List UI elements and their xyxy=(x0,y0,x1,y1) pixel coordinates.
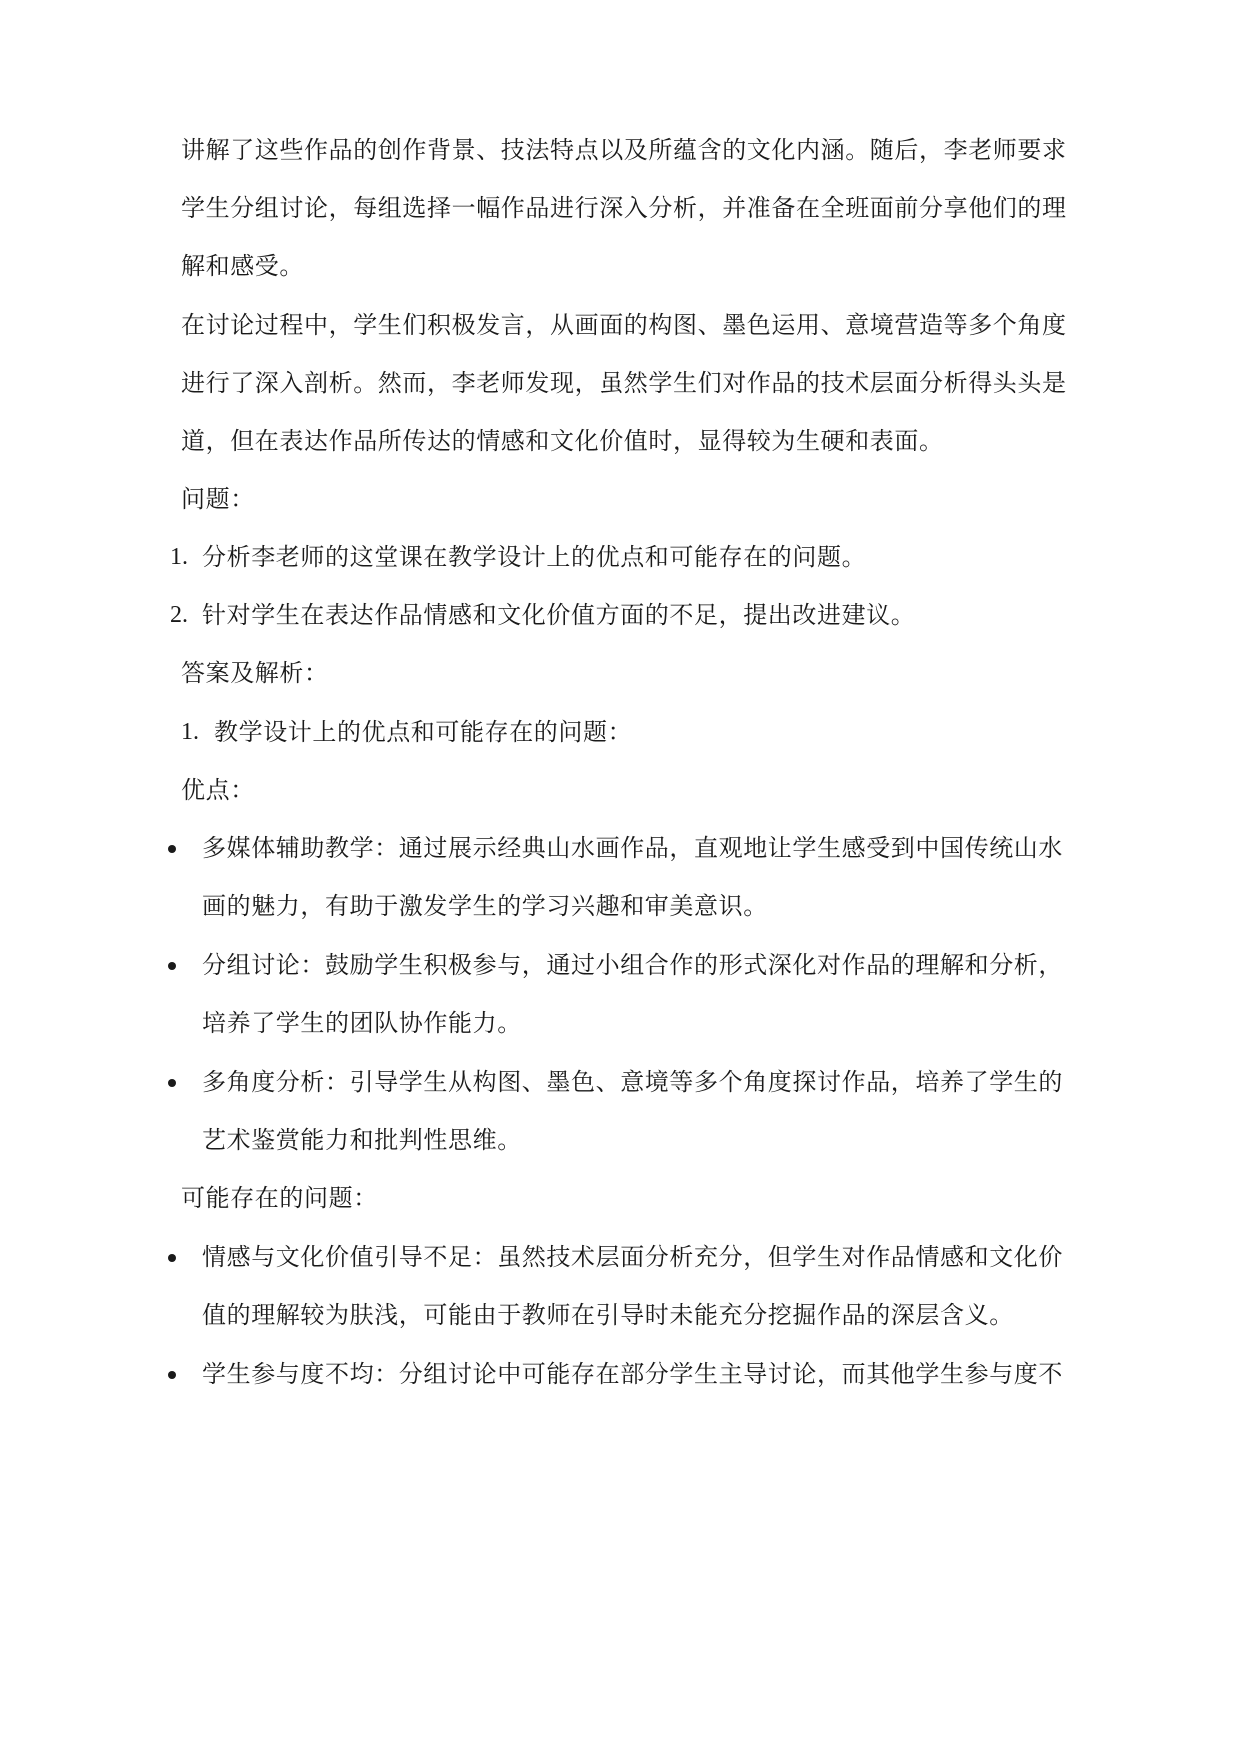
bullet-line: 学生参与度不均：分组讨论中可能存在部分学生主导讨论，而其他学生参与度不 xyxy=(202,1360,1063,1388)
advantages-heading: 优点： xyxy=(181,776,255,804)
paragraph-line: 讲解了这些作品的创作背景、技法特点以及所蕴含的文化内涵。随后，李老师要求 xyxy=(181,136,1067,164)
list-number: 1. xyxy=(181,719,199,745)
bullet-dot xyxy=(168,1254,176,1262)
question-item: 分析李老师的这堂课在教学设计上的优点和可能存在的问题。 xyxy=(202,543,867,571)
bullet-dot xyxy=(168,845,176,853)
list-number: 1. xyxy=(170,544,188,570)
bullet-line: 值的理解较为肤浅，可能由于教师在引导时未能充分挖掘作品的深层含义。 xyxy=(202,1301,1014,1329)
answers-heading: 答案及解析： xyxy=(181,659,329,687)
answer-item-heading: 教学设计上的优点和可能存在的问题： xyxy=(214,718,633,746)
bullet-line: 情感与文化价值引导不足：虽然技术层面分析充分，但学生对作品情感和文化价 xyxy=(202,1243,1063,1271)
bullet-line: 画的魅力，有助于激发学生的学习兴趣和审美意识。 xyxy=(202,892,768,920)
problems-heading: 可能存在的问题： xyxy=(181,1184,378,1212)
question-item: 针对学生在表达作品情感和文化价值方面的不足，提出改进建议。 xyxy=(202,601,916,629)
paragraph-line: 道，但在表达作品所传达的情感和文化价值时，显得较为生硬和表面。 xyxy=(181,427,944,455)
bullet-line: 分组讨论：鼓励学生积极参与，通过小组合作的形式深化对作品的理解和分析， xyxy=(202,951,1063,979)
questions-heading: 问题： xyxy=(181,485,255,513)
paragraph-line: 在讨论过程中，学生们积极发言，从画面的构图、墨色运用、意境营造等多个角度 xyxy=(181,311,1067,339)
bullet-line: 多媒体辅助教学：通过展示经典山水画作品，直观地让学生感受到中国传统山水 xyxy=(202,834,1063,862)
paragraph-line: 进行了深入剖析。然而，李老师发现，虽然学生们对作品的技术层面分析得头头是 xyxy=(181,369,1067,397)
list-number: 2. xyxy=(170,602,188,628)
bullet-dot xyxy=(168,962,176,970)
bullet-line: 多角度分析：引导学生从构图、墨色、意境等多个角度探讨作品，培养了学生的 xyxy=(202,1068,1063,1096)
bullet-line: 培养了学生的团队协作能力。 xyxy=(202,1009,522,1037)
bullet-dot xyxy=(168,1079,176,1087)
paragraph-line: 学生分组讨论，每组选择一幅作品进行深入分析，并准备在全班面前分享他们的理 xyxy=(181,194,1067,222)
bullet-line: 艺术鉴赏能力和批判性思维。 xyxy=(202,1126,522,1154)
bullet-dot xyxy=(168,1371,176,1379)
paragraph-line: 解和感受。 xyxy=(181,252,304,280)
